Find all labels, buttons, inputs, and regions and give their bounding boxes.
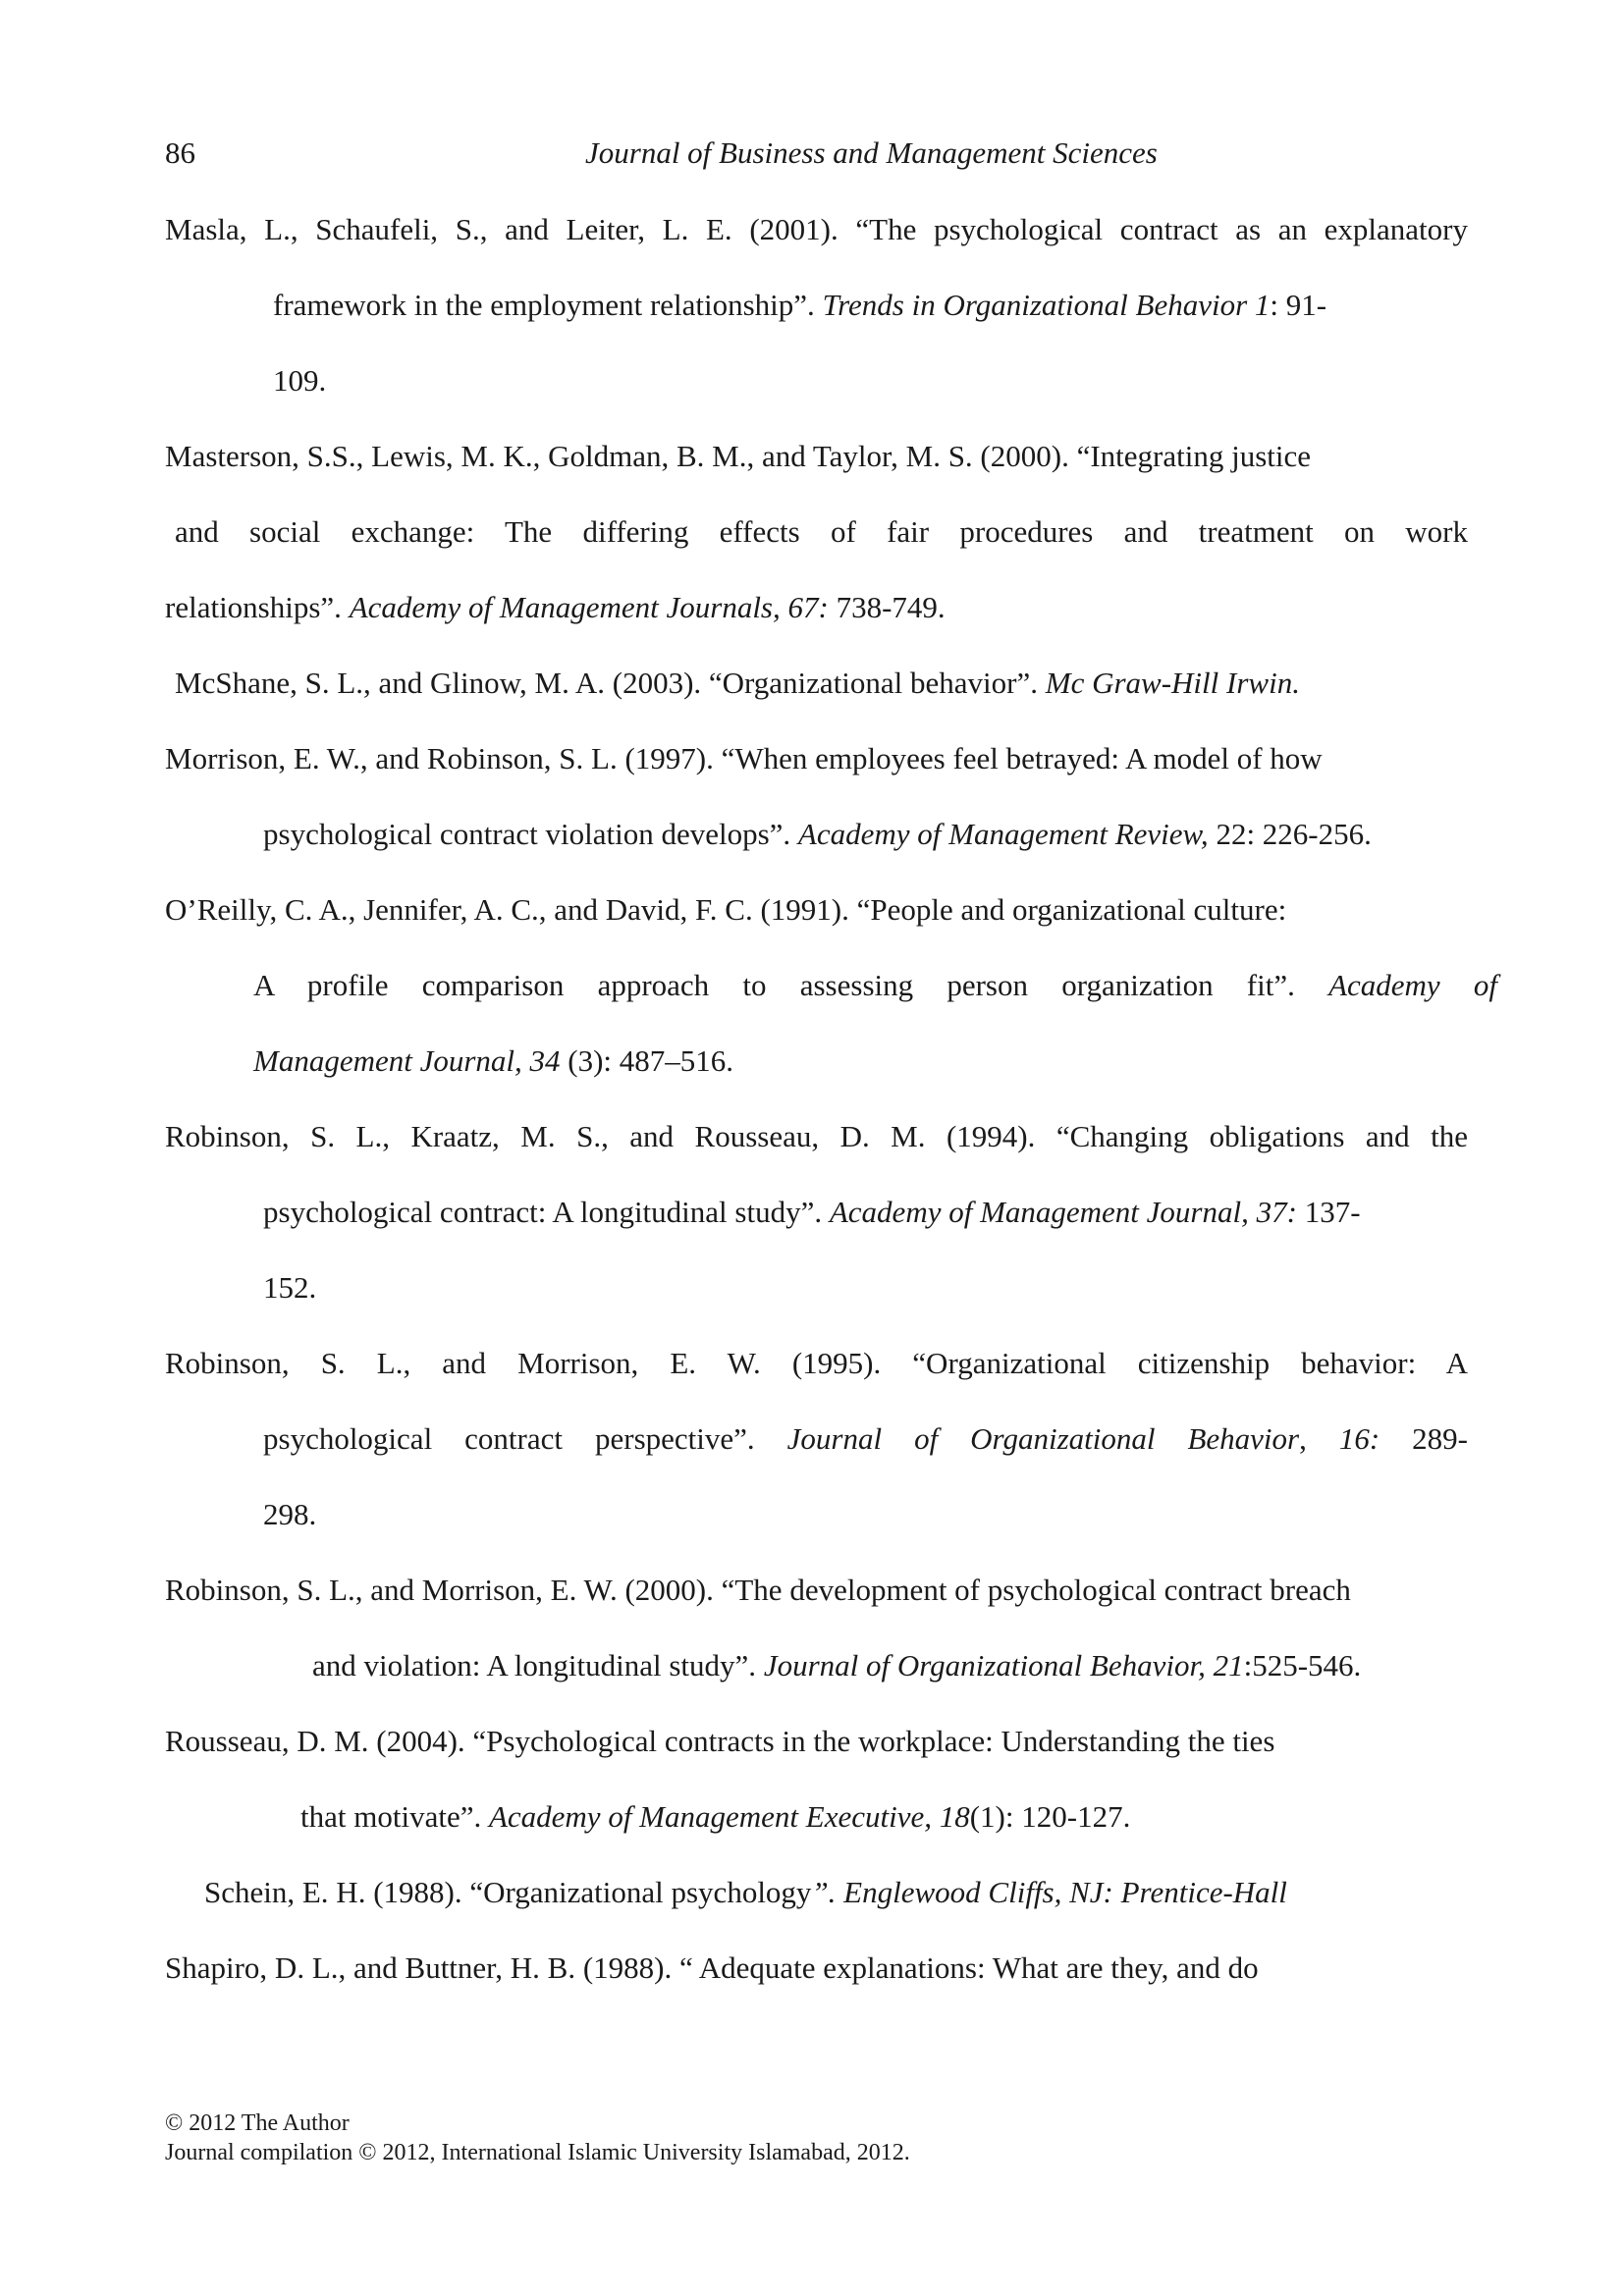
reference-text: psychological contract violation develops”. [263,817,798,851]
reference-text: (3): 487–516. [560,1043,734,1078]
reference-text: that motivate”. [300,1799,489,1834]
reference-line [165,739,1468,778]
reference-line [253,1041,1468,1081]
reference-text: :525-546. [1243,1648,1362,1682]
reference-text: Schein, E. H. (1988). “Organizational psychology [204,1875,812,1909]
reference-text: psychological contract: A longitudinal study”. [263,1195,830,1229]
reference-source-italic: Journal of Organizational Behavior, 21 [763,1648,1244,1682]
reference-line [165,588,1468,627]
reference-line [165,1722,1468,1761]
reference-text: and social exchange: The differing effects of fair procedures and treatment on work [175,514,1468,549]
page-header [0,135,1623,175]
reference-line [263,1193,1468,1232]
reference-text: Shapiro, D. L., and Buttner, H. B. (1988). “ Adequate explanations: What are they, and do [165,1950,1259,1985]
reference-source-italic: Mc Graw-Hill Irwin. [1045,666,1300,700]
reference-text: Morrison, E. W., and Robinson, S. L. (1997). “When employees feel betrayed: A model of how [165,741,1323,775]
reference-source-italic: Academy of Management Journal, 37: [829,1195,1297,1229]
reference-line [263,1495,1468,1534]
reference-text: O’Reilly, C. A., Jennifer, A. C., and David, F. C. (1991). “People and organizational culture: [165,892,1287,927]
reference-line [263,815,1468,854]
reference-text: (1): 120-127. [969,1799,1131,1834]
reference-text: 738-749. [828,590,946,624]
reference-source-italic: Academy of Management Journals, 67: [349,590,829,624]
reference-text: Masla, L., Schaufeli, S., and Leiter, L. E. (2001). “The psychological contract as an explanatory [165,212,1468,246]
reference-text: McShane, S. L., and Glinow, M. A. (2003). “Organizational behavior”. [175,666,1046,700]
reference-text: Robinson, S. L., and Morrison, E. W. (1995). “Organizational citizenship behavior: A [165,1346,1468,1380]
reference-text: and violation: A longitudinal study”. [312,1648,764,1682]
reference-text: 109. [273,363,327,398]
reference-line [263,1268,1468,1308]
reference-source-italic: Journal of Organizational Behavior [786,1421,1300,1456]
reference-line [165,1571,1468,1610]
reference-source-italic: 16: [1338,1421,1380,1456]
reference-line [204,1873,1468,1912]
reference-line [165,1344,1468,1383]
reference-text: 152. [263,1270,317,1305]
reference-line [165,890,1468,930]
reference-source-italic: Academy of Management Review, [797,817,1209,851]
reference-text: Robinson, S. L., Kraatz, M. S., and Rousseau, D. M. (1994). “Changing obligations and the [165,1119,1468,1153]
copyright-line: © 2012 The Author [165,2110,350,2136]
reference-text: Rousseau, D. M. (2004). “Psychological contracts in the workplace: Understanding the ties [165,1724,1275,1758]
page-footer [165,2109,910,2167]
reference-line [312,1646,1468,1685]
reference-line [165,1949,1468,1988]
running-head-journal-title: Journal of Business and Management Sciences [585,135,1158,170]
reference-text: 289- [1380,1421,1469,1456]
reference-source-italic: ”. Englewood Cliffs, NJ: Prentice-Hall [811,1875,1287,1909]
reference-text: psychological contract perspective”. [263,1421,787,1456]
reference-text: framework in the employment relationship”. [273,288,823,322]
reference-text: , [1299,1421,1339,1456]
reference-line [253,966,1497,1005]
reference-text: 137- [1296,1195,1361,1229]
reference-line [273,286,1468,325]
journal-compilation-line: Journal compilation © 2012, International Islamic University Islamabad, 2012. [165,2140,910,2165]
reference-text: A profile comparison approach to assessing person organization fit”. [253,968,1329,1002]
reference-source-italic: Trends in Organizational Behavior 1 [822,288,1271,322]
page-number: 86 [165,135,195,170]
reference-line [263,1419,1468,1459]
reference-text: relationships”. [165,590,350,624]
reference-text: : 91- [1270,288,1327,322]
reference-text: 22: 226-256. [1208,817,1372,851]
reference-source-italic: Management Journal, 34 [253,1043,561,1078]
reference-line [175,512,1468,552]
reference-text: Masterson, S.S., Lewis, M. K., Goldman, B. M., and Taylor, M. S. (2000). “Integrating justice [165,439,1312,473]
reference-text: 298. [263,1497,317,1531]
reference-line [165,1117,1468,1156]
reference-line [165,210,1468,249]
reference-source-italic: Academy of [1328,968,1498,1002]
reference-text: Robinson, S. L., and Morrison, E. W. (2000). “The development of psychological contract breach [165,1573,1351,1607]
reference-line [165,437,1468,476]
reference-line [175,664,1468,703]
reference-line [300,1797,1468,1837]
reference-line [273,361,1468,400]
reference-source-italic: Academy of Management Executive, 18 [488,1799,970,1834]
